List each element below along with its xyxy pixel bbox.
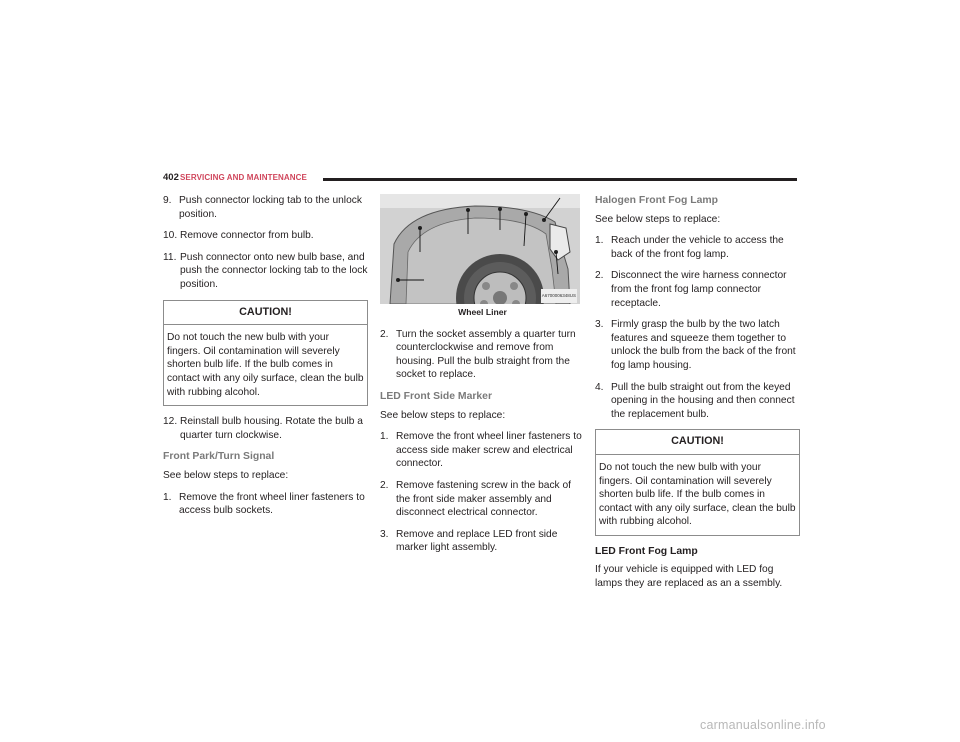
- step-12: [163, 415, 368, 442]
- figure-code: A6700006348US: [541, 289, 577, 303]
- caution-title: CAUTION!: [164, 301, 367, 326]
- step-number: 3.: [380, 528, 389, 540]
- header-rule: [323, 178, 797, 181]
- step-2: [380, 328, 585, 382]
- step-text: Reach under the vehicle to access the back of the front fog lamp.: [611, 235, 784, 260]
- step-number: 10.: [163, 230, 178, 242]
- intro-text: See below steps to replace:: [380, 409, 506, 421]
- wheel-liner-illustration: [380, 194, 580, 304]
- heading-halogen-front-fog-lamp: Halogen Front Fog Lamp: [595, 195, 718, 206]
- heading-led-front-fog-lamp: LED Front Fog Lamp: [595, 545, 698, 557]
- step-number: 2.: [595, 270, 604, 282]
- step-11: [163, 251, 368, 292]
- step-1: [163, 491, 368, 518]
- step-text: Firmly grasp the bulb by the two latch features and squeeze them together to unlock the bulb from the back of the front fog lamp housing.: [611, 319, 796, 371]
- step-text: Pull the bulb straight out from the keyed opening in the housing and then connect the replacement bulb.: [611, 381, 795, 420]
- heading-led-front-side-marker: LED Front Side Marker: [380, 390, 493, 402]
- column-right: [595, 194, 800, 599]
- step-2: [380, 479, 585, 520]
- step-text: Remove fastening screw in the back of the front side maker assembly and disconnect electrical connector.: [396, 479, 571, 519]
- section-title: SERVICING AND MAINTENANCE: [180, 172, 307, 182]
- step-text: Reinstall bulb housing. Rotate the bulb a quarter turn clockwise.: [180, 416, 363, 441]
- step-text: Remove the front wheel liner fasteners to access side maker screw and electrical connector.: [396, 431, 582, 470]
- heading-front-park-turn-signal: Front Park/Turn Signal: [163, 451, 275, 463]
- step-number: 11.: [163, 251, 177, 263]
- column-left: [163, 194, 368, 526]
- step-text: Remove the front wheel liner fasteners to access bulb sockets.: [179, 491, 365, 517]
- step-number: 2.: [380, 328, 389, 340]
- step-number: 9.: [163, 195, 172, 206]
- step-4: [595, 381, 800, 422]
- intro-text: See below steps to replace:: [163, 469, 289, 481]
- step-text: Remove connector from bulb.: [180, 230, 314, 242]
- step-3: [595, 318, 800, 372]
- caution-title: CAUTION!: [596, 430, 799, 455]
- step-number: 2.: [380, 479, 389, 491]
- step-text: Disconnect the wire harness connector from the front fog lamp connector receptacle.: [611, 270, 787, 309]
- step-1: [380, 430, 585, 471]
- page-number: 402: [163, 172, 179, 183]
- step-text: Push connector onto new bulb base, and push the connector locking tab to the lock position.: [180, 251, 368, 290]
- column-middle: [380, 194, 585, 563]
- step-number: 1.: [380, 431, 389, 443]
- step-number: 3.: [595, 319, 604, 331]
- caution-box: [163, 300, 368, 407]
- step-3: [380, 528, 585, 555]
- step-text: Remove and replace LED front side marker light assembly.: [396, 528, 558, 554]
- step-10: [163, 229, 368, 243]
- step-2: [595, 269, 800, 310]
- caution-box: [595, 429, 800, 536]
- caution-body: Do not touch the new bulb with your fingers. Oil contamination will severely shorten bulb life. If the bulb comes in contact with any oily surface, clean the bulb with rubbing alcohol.: [599, 461, 796, 528]
- step-9: [163, 194, 368, 221]
- step-text: Push connector locking tab to the unlock position.: [179, 195, 362, 220]
- watermark: carmanualsonline.info: [700, 718, 826, 732]
- page-header: [163, 172, 797, 184]
- wheel-liner-figure: [380, 194, 580, 304]
- caution-body: Do not touch the new bulb with your fingers. Oil contamination will severely shorten bulb life. If the bulb comes in contact with any oily surface, clean the bulb with rubbing alcohol.: [167, 332, 364, 398]
- figure-caption: Wheel Liner: [458, 307, 507, 317]
- step-number: 4.: [595, 381, 604, 393]
- body-paragraph: If your vehicle is equipped with LED fog lamps they are replaced as an a ssembly.: [595, 564, 783, 590]
- step-number: 1.: [595, 235, 604, 247]
- step-number: 12.: [163, 416, 178, 428]
- step-text: Turn the socket assembly a quarter turn counterclockwise and remove from housing. Pull the bulb straight from the socket to replace.: [396, 328, 576, 381]
- intro-text: See below steps to replace:: [595, 213, 721, 225]
- step-number: 1.: [163, 491, 172, 503]
- step-1: [595, 234, 800, 261]
